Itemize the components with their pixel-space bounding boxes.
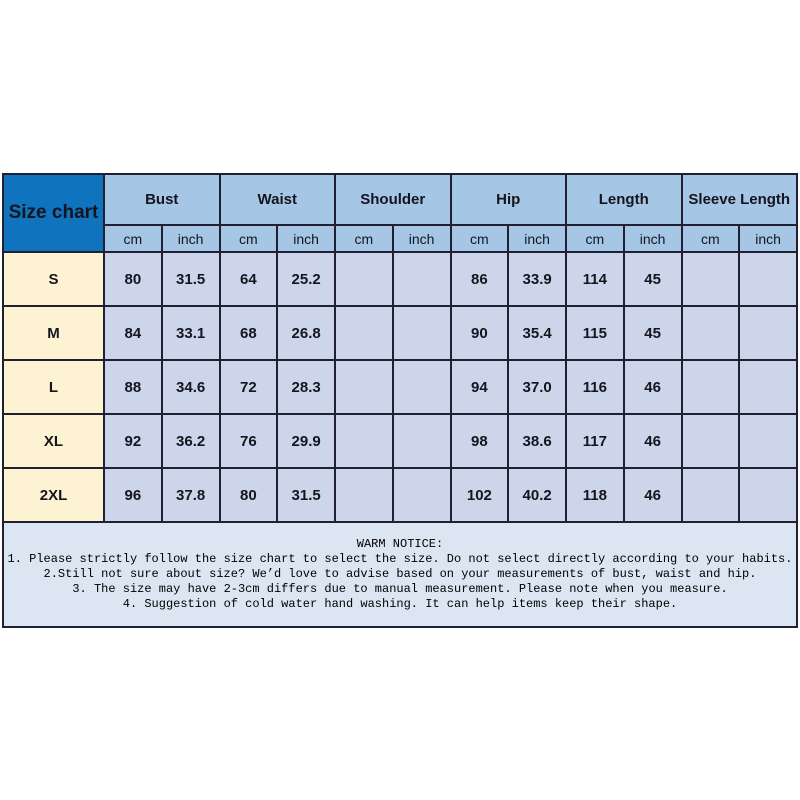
table-cell: 33.1 [162, 306, 220, 360]
table-cell: 96 [104, 468, 162, 522]
table-cell: 33.9 [508, 252, 566, 306]
table-cell: 68 [220, 306, 278, 360]
table-cell [682, 468, 740, 522]
unit-header-cm: cm [335, 225, 393, 252]
column-group-shoulder: Shoulder [335, 174, 451, 225]
table-cell: 34.6 [162, 360, 220, 414]
table-cell: 118 [566, 468, 624, 522]
table-cell: 76 [220, 414, 278, 468]
table-cell: 46 [624, 468, 682, 522]
table-cell [739, 252, 797, 306]
table-cell: 46 [624, 360, 682, 414]
table-cell: 98 [451, 414, 509, 468]
table-cell [682, 414, 740, 468]
notice-line: 4. Suggestion of cold water hand washing. It can help items keep their shape. [122, 597, 678, 611]
table-cell [393, 306, 451, 360]
table-cell: 31.5 [277, 468, 335, 522]
table-cell: 38.6 [508, 414, 566, 468]
table-cell: 29.9 [277, 414, 335, 468]
unit-header-row [3, 225, 797, 252]
table-cell [393, 252, 451, 306]
table-cell: 64 [220, 252, 278, 306]
notice-row [3, 522, 797, 627]
column-group-sleeve-length: Sleeve Length [682, 174, 798, 225]
size-label: XL [3, 414, 104, 468]
table-cell [335, 360, 393, 414]
table-cell [682, 306, 740, 360]
table-cell: 26.8 [277, 306, 335, 360]
table-cell: 90 [451, 306, 509, 360]
table-cell: 92 [104, 414, 162, 468]
table-cell: 86 [451, 252, 509, 306]
notice-title: WARM NOTICE: [356, 537, 444, 551]
table-cell: 35.4 [508, 306, 566, 360]
table-cell: 116 [566, 360, 624, 414]
table-cell: 28.3 [277, 360, 335, 414]
table-cell: 80 [220, 468, 278, 522]
size-label: L [3, 360, 104, 414]
table-cell: 46 [624, 414, 682, 468]
table-cell: 25.2 [277, 252, 335, 306]
table-cell: 88 [104, 360, 162, 414]
size-label: S [3, 252, 104, 306]
table-cell: 117 [566, 414, 624, 468]
unit-header-cm: cm [104, 225, 162, 252]
table-row-m [3, 306, 797, 360]
table-row-l [3, 360, 797, 414]
table-cell: 37.0 [508, 360, 566, 414]
table-cell: 36.2 [162, 414, 220, 468]
unit-header-inch: inch [393, 225, 451, 252]
size-label: M [3, 306, 104, 360]
table-cell [335, 414, 393, 468]
table-cell [682, 252, 740, 306]
unit-header-inch: inch [508, 225, 566, 252]
table-cell [335, 252, 393, 306]
table-cell [335, 306, 393, 360]
table-cell: 80 [104, 252, 162, 306]
group-header-row [3, 174, 797, 225]
table-cell: 94 [451, 360, 509, 414]
unit-header-cm: cm [451, 225, 509, 252]
notice-line: 3. The size may have 2-3cm differs due to manual measurement. Please note when you measure. [72, 582, 728, 596]
size-chart-table [2, 173, 798, 628]
column-group-bust: Bust [104, 174, 220, 225]
table-cell [393, 414, 451, 468]
column-group-length: Length [566, 174, 682, 225]
table-cell [739, 360, 797, 414]
table-cell: 102 [451, 468, 509, 522]
table-cell: 45 [624, 306, 682, 360]
column-group-waist: Waist [220, 174, 336, 225]
table-cell: 37.8 [162, 468, 220, 522]
notice-line: 1. Please strictly follow the size chart to select the size. Do not select directly according to your habits. [7, 552, 793, 566]
table-cell: 114 [566, 252, 624, 306]
unit-header-inch: inch [277, 225, 335, 252]
table-row-s [3, 252, 797, 306]
unit-header-cm: cm [220, 225, 278, 252]
table-cell [682, 360, 740, 414]
table-cell [739, 414, 797, 468]
table-cell [739, 306, 797, 360]
unit-header-cm: cm [682, 225, 740, 252]
table-row-xl [3, 414, 797, 468]
table-cell: 84 [104, 306, 162, 360]
table-cell: 40.2 [508, 468, 566, 522]
table-cell: 72 [220, 360, 278, 414]
column-group-hip: Hip [451, 174, 567, 225]
unit-header-inch: inch [739, 225, 797, 252]
table-row-2xl [3, 468, 797, 522]
table-cell [739, 468, 797, 522]
unit-header-inch: inch [624, 225, 682, 252]
size-label: 2XL [3, 468, 104, 522]
size-chart-title: Size chart [3, 174, 104, 252]
table-cell: 45 [624, 252, 682, 306]
table-cell [335, 468, 393, 522]
table-cell [393, 468, 451, 522]
table-cell [393, 360, 451, 414]
table-cell: 115 [566, 306, 624, 360]
notice-line: 2.Still not sure about size? We’d love to advise based on your measurements of bust, waist and hip. [43, 567, 757, 581]
warm-notice [3, 522, 797, 627]
unit-header-cm: cm [566, 225, 624, 252]
unit-header-inch: inch [162, 225, 220, 252]
table-cell: 31.5 [162, 252, 220, 306]
